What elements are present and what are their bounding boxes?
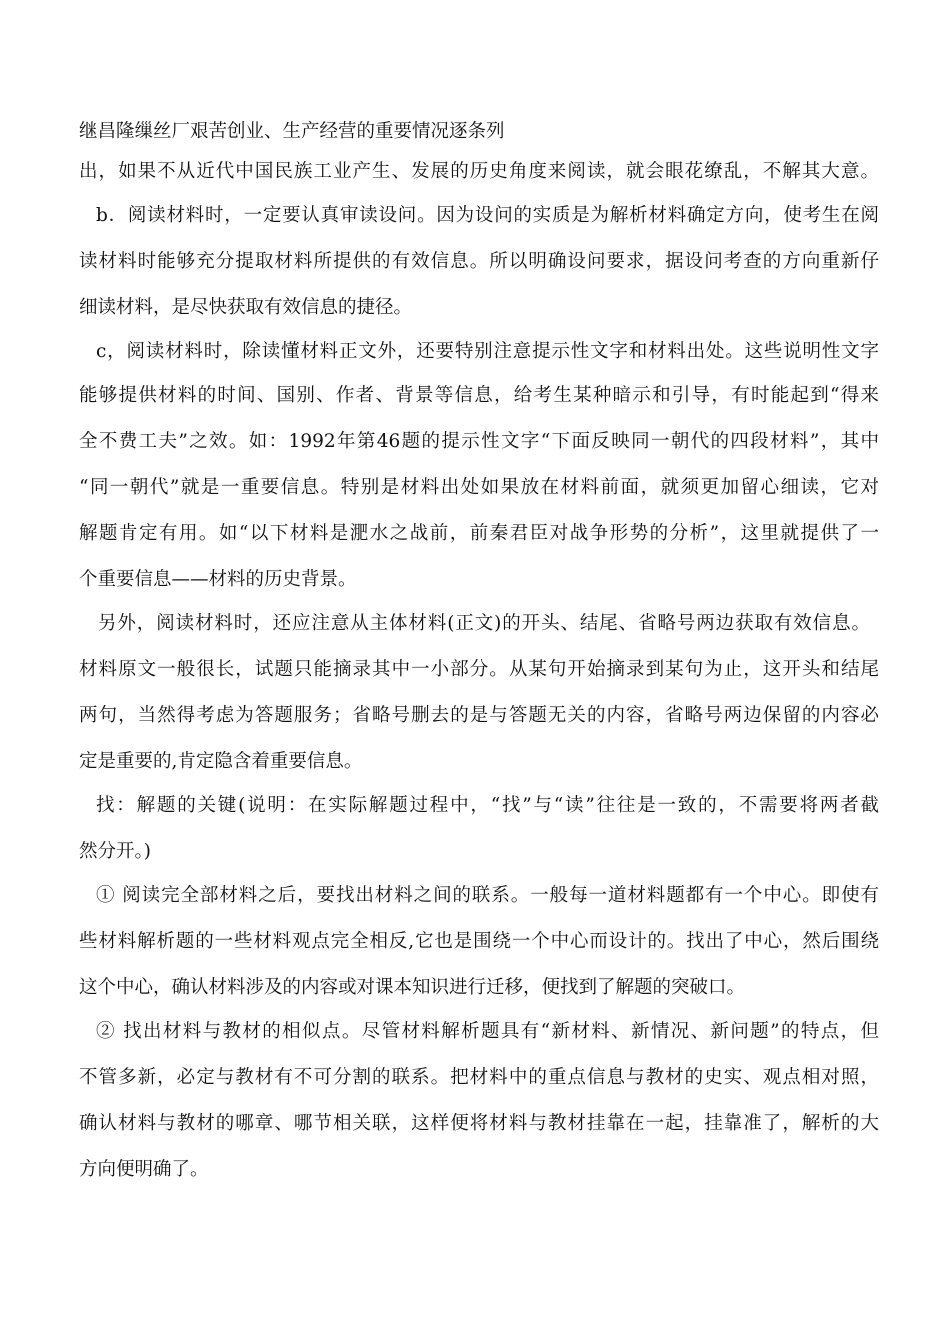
- text-line: 读材料时能够充分提取材料所提供的有效信息。所以明确设问要求，据设问考查的方向重新仔: [79, 251, 879, 272]
- text-line: 两句，当然得考虑为答题服务；省略号删去的是与答题无关的内容，省略号两边保留的内容必: [79, 705, 879, 726]
- text-line: ② 找出材料与教材的相似点。尽管材料解析题具有“新材料、新情况、新问题”的特点，但: [96, 1021, 879, 1042]
- text-line: 另外，阅读材料时，还应注意从主体材料(正文)的开头、结尾、省略号两边获取有效信息。: [98, 613, 870, 634]
- text-line: 找：解题的关键(说明：在实际解题过程中，“找”与“读”往往是一致的，不需要将两者截: [96, 795, 879, 816]
- text-line: 能够提供材料的时间、国别、作者、背景等信息，给考生某种暗示和引导，有时能起到“得来: [79, 385, 879, 406]
- text-line: b．阅读材料时，一定要认真审读设问。因为设问的实质是为解析材料确定方向，使考生在阅: [96, 205, 879, 226]
- text-line: 这个中心，确认材料涉及的内容或对课本知识进行迁移，便找到了解题的突破口。: [79, 977, 746, 998]
- text-line: ① 阅读完全部材料之后，要找出材料之间的联系。一般每一道材料题都有一个中心。即使有: [96, 885, 879, 906]
- text-line: 材料原文一般很长，试题只能摘录其中一小部分。从某句开始摘录到某句为止，这开头和结尾: [79, 659, 879, 680]
- text-line: 不管多新，必定与教材有不可分割的联系。把材料中的重点信息与教材的史实、观点相对照，: [79, 1067, 879, 1088]
- text-line: 定是重要的,肯定隐含着重要信息。: [79, 751, 363, 772]
- text-line: 全不费工夫”之效。如：1992年第46题的提示性文字“下面反映同一朝代的四段材料”，其中: [79, 431, 879, 452]
- text-line: 个重要信息——材料的历史背景。: [79, 569, 357, 590]
- text-line: 出，如果不从近代中国民族工业产生、发展的历史角度来阅读，就会眼花缭乱，不解其大意。: [79, 161, 879, 182]
- text-line: 继昌隆缫丝厂艰苦创业、生产经营的重要情况逐条列: [79, 121, 505, 142]
- text-line: 方向便明确了。: [79, 1159, 209, 1180]
- text-line: 解题肯定有用。如“以下材料是淝水之战前，前秦君臣对战争形势的分析”，这里就提供了一: [79, 523, 879, 544]
- text-line: 细读材料，是尽快获取有效信息的捷径。: [79, 297, 413, 318]
- text-line: c，阅读材料时，除读懂材料正文外，还要特别注意提示性文字和材料出处。这些说明性文字: [96, 341, 879, 362]
- text-line: 然分开。): [79, 841, 151, 862]
- text-line: 确认材料与教材的哪章、哪节相关联，这样便将材料与教材挂靠在一起，挂靠准了，解析的大: [79, 1113, 879, 1134]
- text-line: “同一朝代”就是一重要信息。特别是材料出处如果放在材料前面，就须更加留心细读，它对: [79, 477, 879, 498]
- text-line: 些材料解析题的一些材料观点完全相反,它也是围绕一个中心而设计的。找出了中心，然后围绕: [79, 931, 879, 952]
